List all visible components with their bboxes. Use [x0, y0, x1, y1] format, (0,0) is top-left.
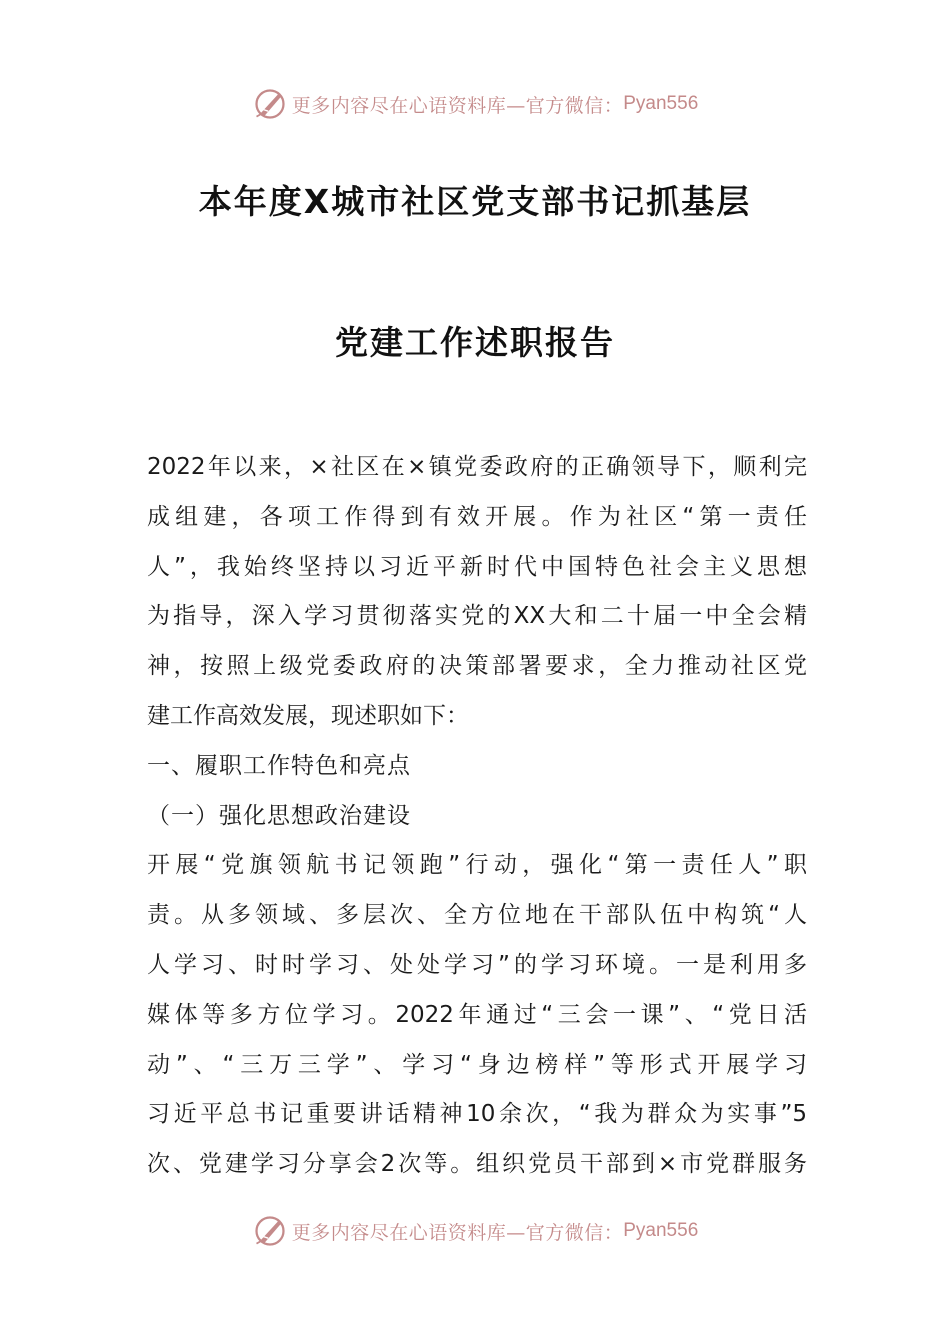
text-line: 成组建，各项工作得到有效开展。作为社区“第一责任: [147, 503, 807, 530]
document-title-line-2: 党建工作述职报告: [335, 323, 615, 362]
text-line: 2022年以来，×社区在×镇党委政府的正确领导下，顺利完: [147, 454, 807, 480]
watermark-banner-bottom: [0, 1211, 950, 1251]
text-line: 媒体等多方位学习。2022年通过“三会一课”、“党日活: [147, 1001, 807, 1028]
text-line: 次、党建学习分享会2次等。组织党员干部到×市党群服务: [147, 1151, 807, 1178]
text-line: 动”、“三万三学”、学习“身边榜样”等形式开展学习: [147, 1051, 807, 1078]
watermark-id: Pyan556: [623, 93, 699, 114]
document-title-line-1: 本年度X城市社区党支部书记抓基层: [198, 182, 752, 221]
section-heading: 一、履职工作特色和亮点: [147, 752, 411, 779]
watermark-text: 更多内容尽在心语资料库—官方微信：: [291, 1221, 624, 1244]
text-line: 为指导，深入学习贯彻落实党的XX大和二十届一中全会精: [147, 603, 807, 630]
watermark-text: 更多内容尽在心语资料库—官方微信：: [291, 94, 624, 117]
section-paragraph: [147, 841, 807, 1190]
text-line: 开展“党旗领航书记领跑”行动，强化“第一责任人”职: [147, 852, 807, 879]
intro-paragraph: [147, 443, 807, 742]
text-line: 人”，我始终坚持以习近平新时代中国特色社会主义思想: [147, 553, 807, 580]
text-line: 人学习、时时学习、处处学习”的学习环境。一是利用多: [147, 951, 807, 978]
quill-logo-icon: [252, 1213, 288, 1249]
text-line: 责。从多领域、多层次、全方位地在干部队伍中构筑“人: [147, 902, 807, 929]
watermark-id: Pyan556: [623, 1220, 699, 1241]
text-line: 习近平总书记重要讲话精神10余次，“我为群众为实事”5: [147, 1101, 807, 1128]
watermark-banner-top: [0, 84, 950, 124]
text-line: 神，按照上级党委政府的决策部署要求，全力推动社区党: [147, 653, 807, 680]
text-line: 建工作高效发展，现述职如下：: [147, 702, 469, 729]
subsection-heading: （一）强化思想政治建设: [147, 802, 411, 829]
document-body: [147, 443, 807, 1190]
quill-logo-icon: [252, 86, 288, 122]
